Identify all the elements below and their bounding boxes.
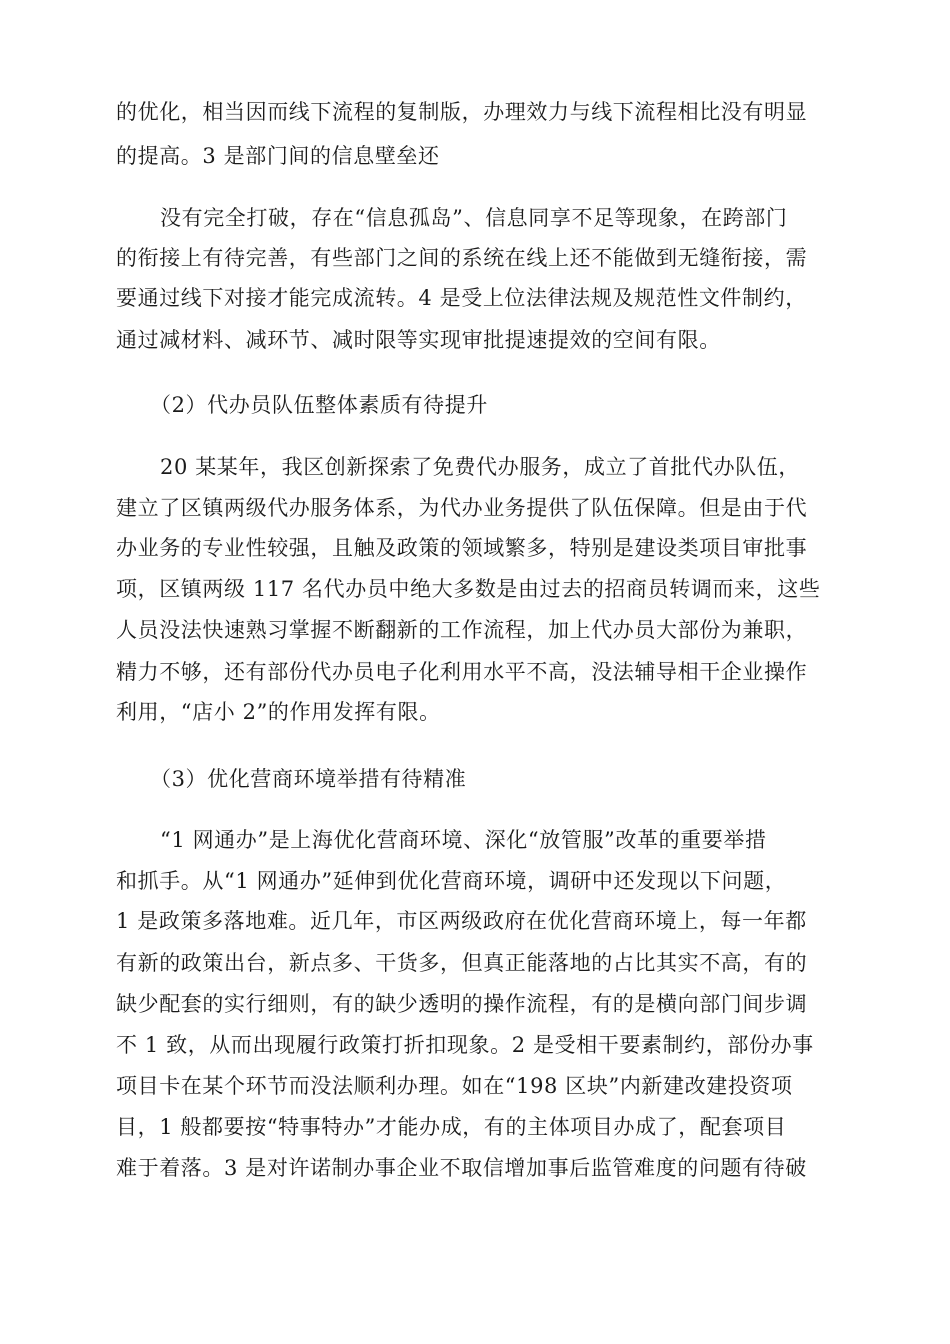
paragraph-line: 建立了区镇两级代办服务体系，为代办业务提供了队伍保障。但是由于代 <box>116 496 808 520</box>
paragraph-line: 难于着落。3 是对许诺制办事企业不取信增加事后监管难度的问题有待破 <box>116 1156 807 1180</box>
paragraph-line: 精力不够，还有部份代办员电子化利用水平不高，没法辅导相干企业操作 <box>116 660 808 684</box>
paragraph-line: 人员没法快速熟习掌握不断翻新的工作流程，加上代办员大部份为兼职， <box>116 618 808 642</box>
paragraph-line: 办业务的专业性较强，且触及政策的领域繁多，特别是建设类项目审批事 <box>116 536 808 560</box>
paragraph-line: 项，区镇两级 117 名代办员中绝大多数是由过去的招商员转调而来，这些 <box>116 577 821 601</box>
paragraph-line: 利用，“店小 2”的作用发挥有限。 <box>116 700 441 724</box>
paragraph-line: 20 某某年，我区创新探索了免费代办服务，成立了首批代办队伍， <box>160 455 800 479</box>
paragraph-line: 1 是政策多落地难。近几年，市区两级政府在优化营商环境上，每一年都 <box>116 909 807 933</box>
paragraph-line: 目，1 般都要按“特事特办”才能办成，有的主体项目办成了，配套项目 <box>116 1115 787 1139</box>
paragraph-line: 有新的政策出台，新点多、干货多，但真正能落地的占比其实不高，有的 <box>116 951 808 975</box>
paragraph-line: 的提高。3 是部门间的信息壁垒还 <box>116 144 440 168</box>
paragraph-line: 通过减材料、减环节、减时限等实现审批提速提效的空间有限。 <box>116 328 721 352</box>
paragraph-line: 要通过线下对接才能完成流转。4 是受上位法律法规及规范性文件制约， <box>116 286 807 310</box>
paragraph-line: 和抓手。从“1 网通办”延伸到优化营商环境，调研中还发现以下问题， <box>116 869 787 893</box>
section-heading: （2）代办员队伍整体素质有待提升 <box>150 393 488 417</box>
paragraph-line: 项目卡在某个环节而没法顺利办理。如在“198 区块”内新建改建投资项 <box>116 1074 793 1098</box>
paragraph-line: 的优化，相当因而线下流程的复制版，办理效力与线下流程相比没有明显 <box>116 100 808 124</box>
paragraph-line: 的衔接上有待完善，有些部门之间的系统在线上还不能做到无缝衔接，需 <box>116 246 808 270</box>
paragraph-line: 不 1 致，从而出现履行政策打折扣现象。2 是受相干要素制约，部份办事 <box>116 1033 814 1057</box>
paragraph-line: 缺少配套的实行细则，有的缺少透明的操作流程，有的是横向部门间步调 <box>116 992 808 1016</box>
section-heading: （3）优化营商环境举措有待精准 <box>150 767 467 791</box>
paragraph-line: 没有完全打破，存在“信息孤岛”、信息同享不足等现象，在跨部门 <box>160 206 788 230</box>
paragraph-line: “1 网通办”是上海优化营商环境、深化“放管服”改革的重要举措 <box>160 828 767 852</box>
